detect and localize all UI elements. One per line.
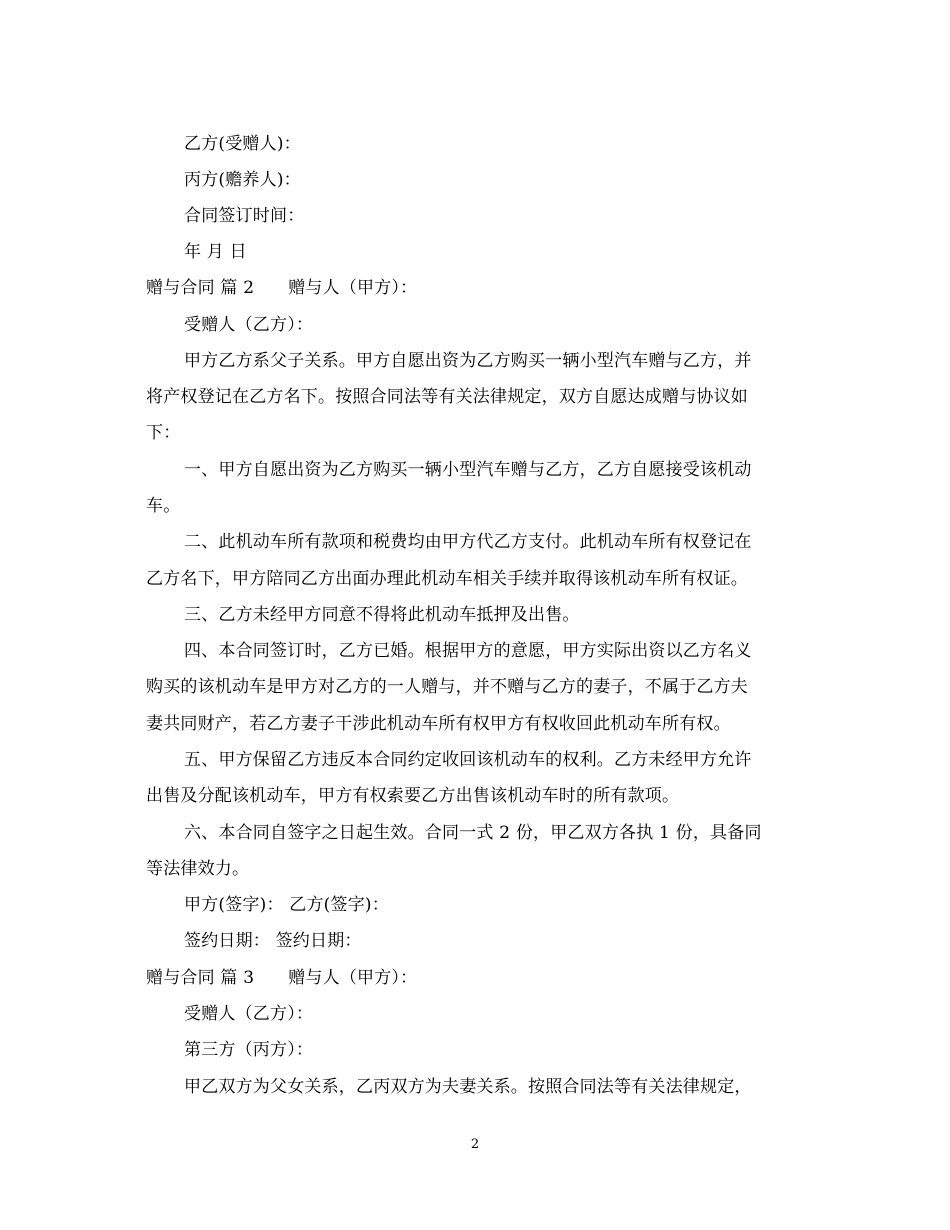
clause-5-line: 出售及分配该机动车，甲方有权索要乙方出售该机动车时的所有款项。	[146, 786, 680, 806]
donor-label-3: 赠与人（甲方）：	[288, 968, 418, 988]
clause-5-line: 五、甲方保留乙方违反本合同约定收回该机动车的权利。乙方未经甲方允许	[184, 750, 752, 770]
signature-line: 甲方(签字)： 乙方(签字)：	[184, 895, 389, 915]
clause-6-line: 等法律效力。	[146, 859, 250, 879]
clause-4-line: 购买的该机动车是甲方对乙方的一人赠与，并不赠与乙方的妻子，不属于乙方夫	[146, 677, 748, 697]
paragraph-line: 甲乙双方为父女关系，乙丙双方为夫妻关系。按照合同法等有关法律规定，	[184, 1077, 752, 1097]
date-placeholder-line: 年 月 日	[184, 242, 247, 262]
signing-date-line: 签约日期： 签约日期：	[184, 931, 362, 951]
clause-4-line: 妻共同财产，若乙方妻子干涉此机动车所有权甲方有权收回此机动车所有权。	[146, 714, 731, 734]
section-heading-3	[146, 967, 806, 989]
signing-time-line: 合同签订时间：	[184, 206, 305, 226]
paragraph-line: 将产权登记在乙方名下。按照合同法等有关法律规定，双方自愿达成赠与协议如	[146, 387, 748, 407]
supporter-party-line: 丙方(赡养人)：	[184, 170, 301, 190]
clause-2-line: 乙方名下，甲方陪同乙方出面办理此机动车相关手续并取得该机动车所有权证。	[146, 569, 748, 589]
clause-3-line: 三、乙方未经甲方同意不得将此机动车抵押及出售。	[184, 605, 580, 625]
clause-2-line: 二、此机动车所有款项和税费均由甲方代乙方支付。此机动车所有权登记在	[184, 532, 752, 552]
clause-1-line: 车。	[146, 496, 181, 516]
recipient-party-line: 乙方(受赠人)：	[184, 134, 301, 154]
donor-label-2: 赠与人（甲方）：	[288, 278, 418, 298]
section-title-2: 赠与合同 篇 2	[146, 278, 255, 298]
section-title-3: 赠与合同 篇 3	[146, 968, 255, 988]
page-number: 2	[470, 1137, 480, 1152]
section-heading-2	[146, 277, 806, 299]
recipient-label-2: 受赠人（乙方）：	[184, 315, 314, 335]
paragraph-line: 甲方乙方系父子关系。甲方自愿出资为乙方购买一辆小型汽车赠与乙方，并	[184, 351, 752, 371]
clause-6-line: 六、本合同自签字之日起生效。合同一式 2 份，甲乙双方各执 1 份，具备同	[184, 823, 762, 843]
clause-1-line: 一、甲方自愿出资为乙方购买一辆小型汽车赠与乙方，乙方自愿接受该机动	[184, 460, 752, 480]
clause-4-line: 四、本合同签订时，乙方已婚。根据甲方的意愿，甲方实际出资以乙方名义	[184, 641, 752, 661]
third-party-label-3: 第三方（丙方）：	[184, 1040, 314, 1060]
recipient-label-3: 受赠人（乙方）：	[184, 1004, 314, 1024]
paragraph-line: 下：	[146, 423, 181, 443]
